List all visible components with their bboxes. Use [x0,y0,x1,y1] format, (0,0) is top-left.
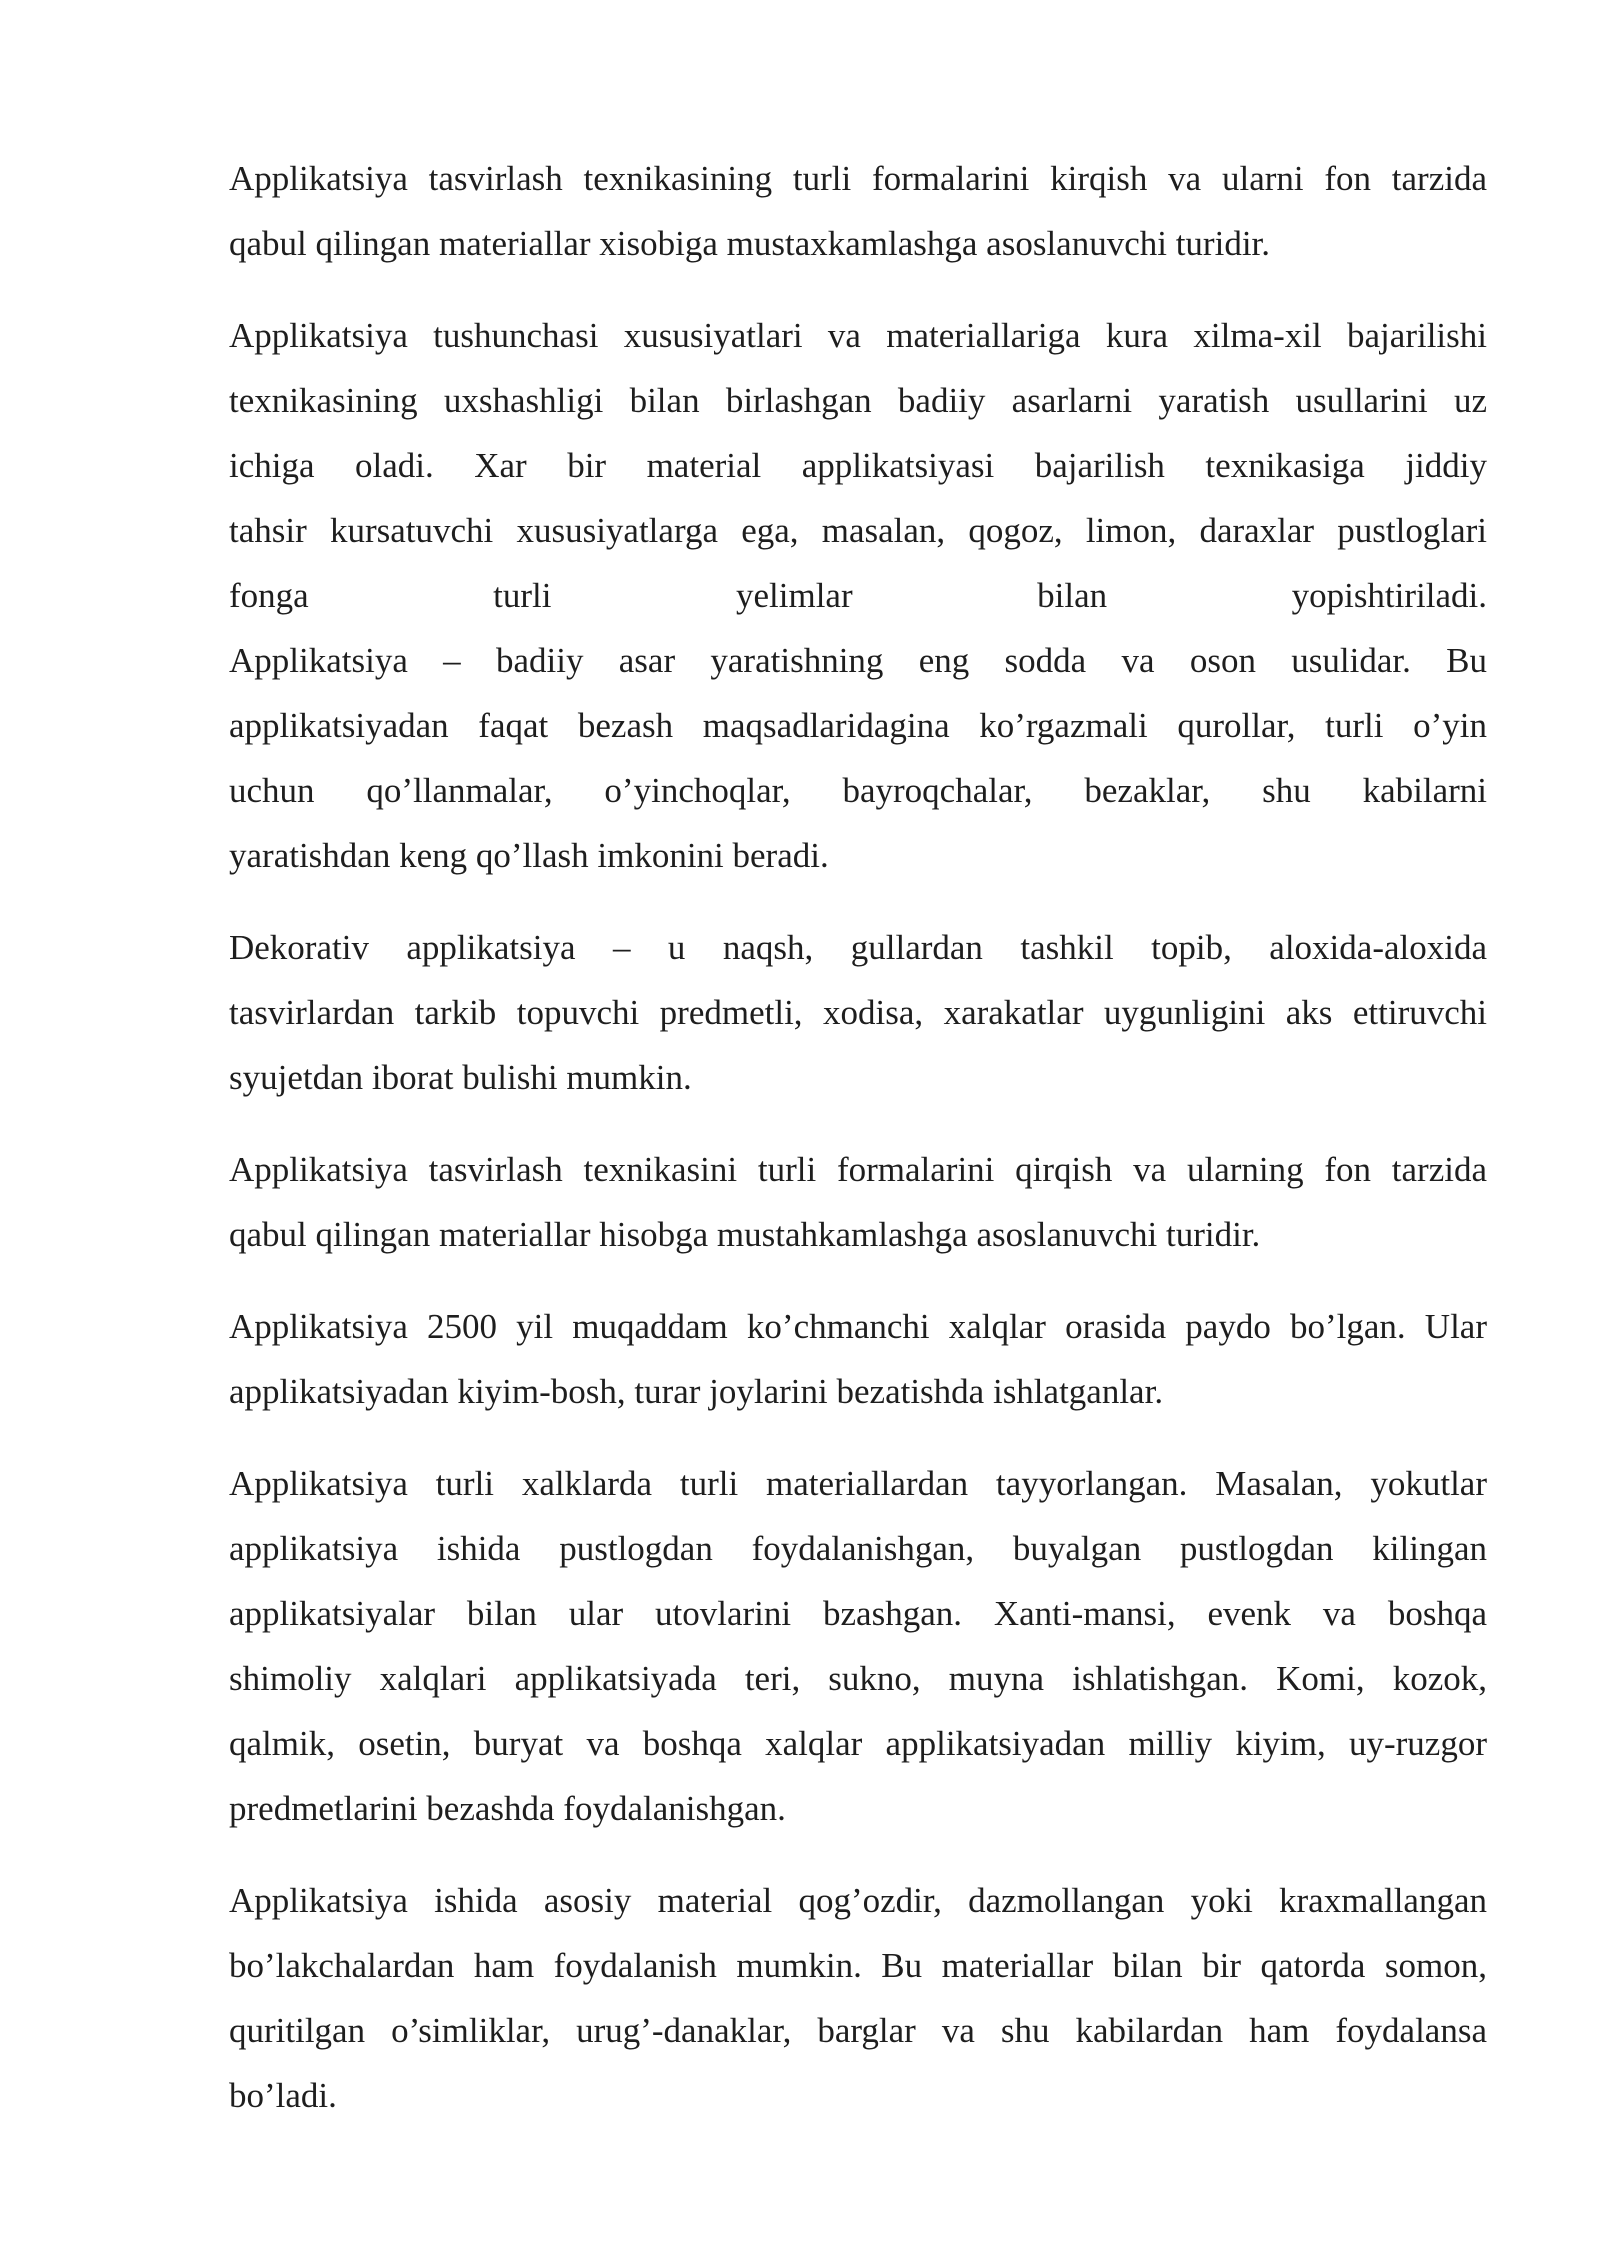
text-line: quritilgan o’simliklar, urug’-danaklar, barglar va shu kabilardan ham foydalansa [229,2011,1487,2050]
text-line: Applikatsiya tushunchasi xususiyatlari va materiallariga kura xilma-xil bajarilishi [229,316,1487,355]
text-line: applikatsiyalar bilan ular utovlarini bzashgan. Xanti-mansi, evenk va boshqa [229,1594,1487,1633]
text-line: Applikatsiya 2500 yil muqaddam ko’chmanchi xalqlar orasida paydo bo’lgan. Ular [229,1307,1487,1346]
text-line: texnikasining uxshashligi bilan birlashgan badiiy asarlarni yaratish usullarini uz [229,381,1487,420]
text-line: applikatsiya ishida pustlogdan foydalanishgan, buyalgan pustlogdan kilingan [229,1529,1487,1568]
text-line: bo’ladi. [229,2076,337,2115]
text-line: bo’lakchalardan ham foydalanish mumkin. Bu materiallar bilan bir qatorda somon, [229,1946,1487,1985]
text-line: predmetlarini bezashda foydalanishgan. [229,1789,786,1828]
paragraph-4 [229,1137,1487,1267]
text-line: Dekorativ applikatsiya – u naqsh, gullardan tashkil topib, aloxida-aloxida [229,928,1487,967]
paragraph-7 [229,1868,1487,2128]
text-line: applikatsiyadan faqat bezash maqsadlaridagina ko’rgazmali qurollar, turli o’yin [229,706,1487,745]
document-body [229,146,1487,2155]
paragraph-5 [229,1294,1487,1424]
text-line: qabul qilingan materiallar xisobiga mustaxkamlashga asoslanuvchi turidir. [229,224,1271,263]
text-line: Applikatsiya ishida asosiy material qog’ozdir, dazmollangan yoki kraxmallangan [229,1881,1487,1920]
paragraph-2 [229,303,1487,888]
text-line: fonga turli yelimlar bilan yopishtiriladi. [229,576,1487,615]
paragraph-6 [229,1451,1487,1841]
text-line: tahsir kursatuvchi xususiyatlarga ega, masalan, qogoz, limon, daraxlar pustloglari [229,511,1487,550]
text-line: ichiga oladi. Xar bir material applikatsiyasi bajarilish texnikasiga jiddiy [229,446,1487,485]
paragraph-1 [229,146,1487,276]
text-line: Applikatsiya tasvirlash texnikasini turli formalarini qirqish va ularning fon tarzida [229,1150,1487,1189]
text-line: Applikatsiya turli xalklarda turli materiallardan tayyorlangan. Masalan, yokutlar [229,1464,1487,1503]
paragraph-3 [229,915,1487,1110]
text-line: applikatsiyadan kiyim-bosh, turar joylarini bezatishda ishlatganlar. [229,1372,1164,1411]
text-line: qabul qilingan materiallar hisobga mustahkamlashga asoslanuvchi turidir. [229,1215,1261,1254]
text-line: Applikatsiya – badiiy asar yaratishning eng sodda va oson usulidar. Bu [229,641,1487,680]
text-line: shimoliy xalqlari applikatsiyada teri, sukno, muyna ishlatishgan. Komi, kozok, [229,1659,1487,1698]
text-line: syujetdan iborat bulishi mumkin. [229,1058,692,1097]
text-line: qalmik, osetin, buryat va boshqa xalqlar applikatsiyadan milliy kiyim, uy-ruzgor [229,1724,1487,1763]
text-line: uchun qo’llanmalar, o’yinchoqlar, bayroqchalar, bezaklar, shu kabilarni [229,771,1487,810]
text-line: tasvirlardan tarkib topuvchi predmetli, xodisa, xarakatlar uygunligini aks ettiruvchi [229,993,1487,1032]
text-line: Applikatsiya tasvirlash texnikasining turli formalarini kirqish va ularni fon tarzida [229,159,1487,198]
text-line: yaratishdan keng qo’llash imkonini beradi. [229,836,829,875]
